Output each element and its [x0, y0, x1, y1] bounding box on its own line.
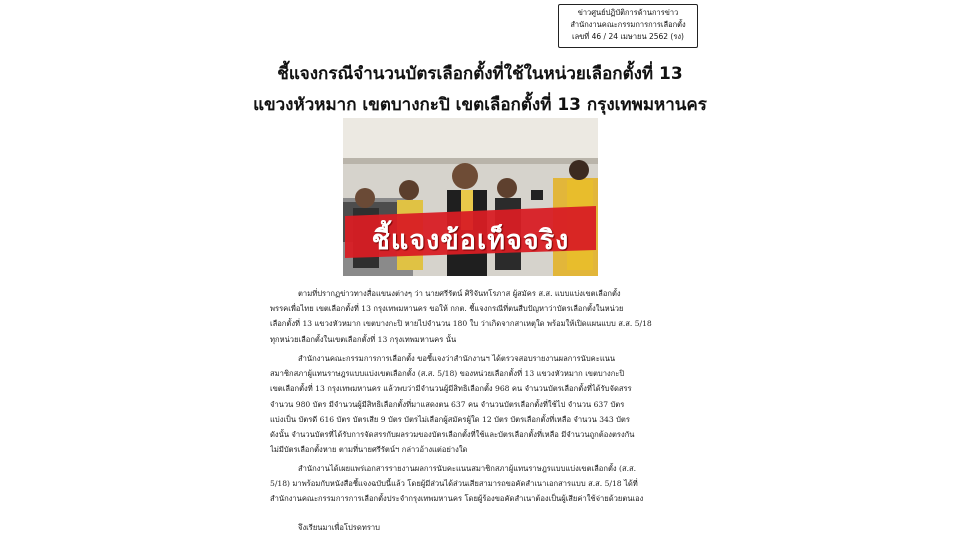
paragraph-line: สำนักงานคณะกรรมการการเลือกตั้งประจำกรุงเทพมหานคร โดยผู้ร้องขอคัดสำเนาต้องเป็นผู้เสียค่าใช้จ่ายด้วยตนเอง — [270, 494, 644, 504]
paragraph-line: ไม่มีบัตรเลือกตั้งหาย ตามที่นายศรีรัตน์ฯ กล่าวอ้างแต่อย่างใด — [270, 445, 468, 455]
paragraph-1 — [270, 286, 690, 347]
reference-line-2: สำนักงานคณะกรรมการการเลือกตั้ง — [570, 20, 686, 29]
paragraph-line: สำนักงานคณะกรรมการการเลือกตั้ง ขอชี้แจงว่าสำนักงานฯ ได้ตรวจสอบรายงานผลการนับคะแนน — [298, 354, 616, 363]
paragraph-line: ตามที่ปรากฏข่าวทางสื่อแขนงต่างๆ ว่า นายศรีรัตน์ ศิริจันทโรภาส ผู้สมัคร ส.ส. แบบแบ่งเขตเลือกตั้ง — [298, 289, 621, 298]
paragraph-line: พรรคเพื่อไทย เขตเลือกตั้งที่ 13 กรุงเทพมหานคร ขอให้ กกต. ชี้แจงกรณีที่ตนสืบปัญหาว่าบัตรเลือกตั้งในหน่วย — [270, 304, 624, 314]
paragraph-line: ดังนั้น จำนวนบัตรที่ได้รับการจัดสรรกับผลรวมของบัตรเลือกตั้งที่ใช้และบัตรเลือกตั้งที่เหลือ มีจำนวนถูกต้องตรงกัน — [270, 430, 635, 440]
paragraph-2 — [270, 351, 690, 457]
news-photo — [343, 118, 598, 276]
paragraph-line: แบ่งเป็น บัตรดี 616 บัตร บัตรเสีย 9 บัตร บัตรไม่เลือกผู้สมัครผู้ใด 12 บัตร บัตรเลือกตั้งที่เหลือ จำนวน 343 บัตร — [270, 414, 630, 424]
headline-line-1: ชี้แจงกรณีจำนวนบัตรเลือกตั้งที่ใช้ในหน่วยเลือกตั้งที่ 13 — [277, 64, 683, 84]
paragraph-3 — [270, 461, 690, 507]
paragraph-line: เขตเลือกตั้งที่ 13 กรุงเทพมหานคร แล้วพบว่ามีจำนวนผู้มีสิทธิเลือกตั้ง 968 คน จำนวนบัตรเลือกตั้งที่ได้รับจัดสรร — [270, 384, 632, 394]
closing-line: จึงเรียนมาเพื่อโปรดทราบ — [298, 523, 380, 532]
paragraph-line: ทุกหน่วยเลือกตั้งในเขตเลือกตั้งที่ 13 กรุงเทพมหานคร นั้น — [270, 334, 457, 344]
reference-line-3: เลขที่ 46 / 24 เมษายน 2562 (รง) — [572, 32, 684, 41]
paragraph-line: เลือกตั้งที่ 13 แขวงหัวหมาก เขตบางกะปิ หายไปจำนวน 180 ใบ ว่าเกิดจากสาเหตุใด พร้อมให้เปิดแผนแบบ ส.ส. 5/18 — [270, 319, 652, 329]
paragraph-line: สมาชิกสภาผู้แทนราษฎรแบบแบ่งเขตเลือกตั้ง (ส.ส. 5/18) ของหน่วยเลือกตั้งที่ 13 แขวงหัวหมาก เขตบางกะปิ — [270, 369, 625, 379]
closing-paragraph — [270, 520, 690, 535]
photo-banner-text: ชี้แจงข้อเท็จจริง — [371, 225, 570, 256]
paragraph-line: สำนักงานได้เผยแพร่เอกสารรายงานผลการนับคะแนนสมาชิกสภาผู้แทนราษฎรแบบแบ่งเขตเลือกตั้ง (ส.ส. — [298, 464, 637, 473]
reference-line-1: ข่าวศูนย์ปฏิบัติการด้านการข่าว — [577, 8, 679, 17]
reference-box — [558, 4, 698, 48]
paragraph-line: 5/18) มาพร้อมกับหนังสือชี้แจงฉบับนี้แล้ว โดยผู้มีส่วนได้ส่วนเสียสามารถขอคัดสำเนาเอกสารแบบ ส.ส. 5/18 ได้ที่ — [270, 479, 638, 489]
paragraph-line: จำนวน 980 บัตร มีจำนวนผู้มีสิทธิเลือกตั้งที่มาแสดงตน 637 คน จำนวนบัตรเลือกตั้งที่ใช้ไป จำนวน 637 บัตร — [270, 399, 625, 409]
headline-line-2: แขวงหัวหมาก เขตบางกะปิ เขตเลือกตั้งที่ 13 กรุงเทพมหานคร — [253, 95, 707, 115]
